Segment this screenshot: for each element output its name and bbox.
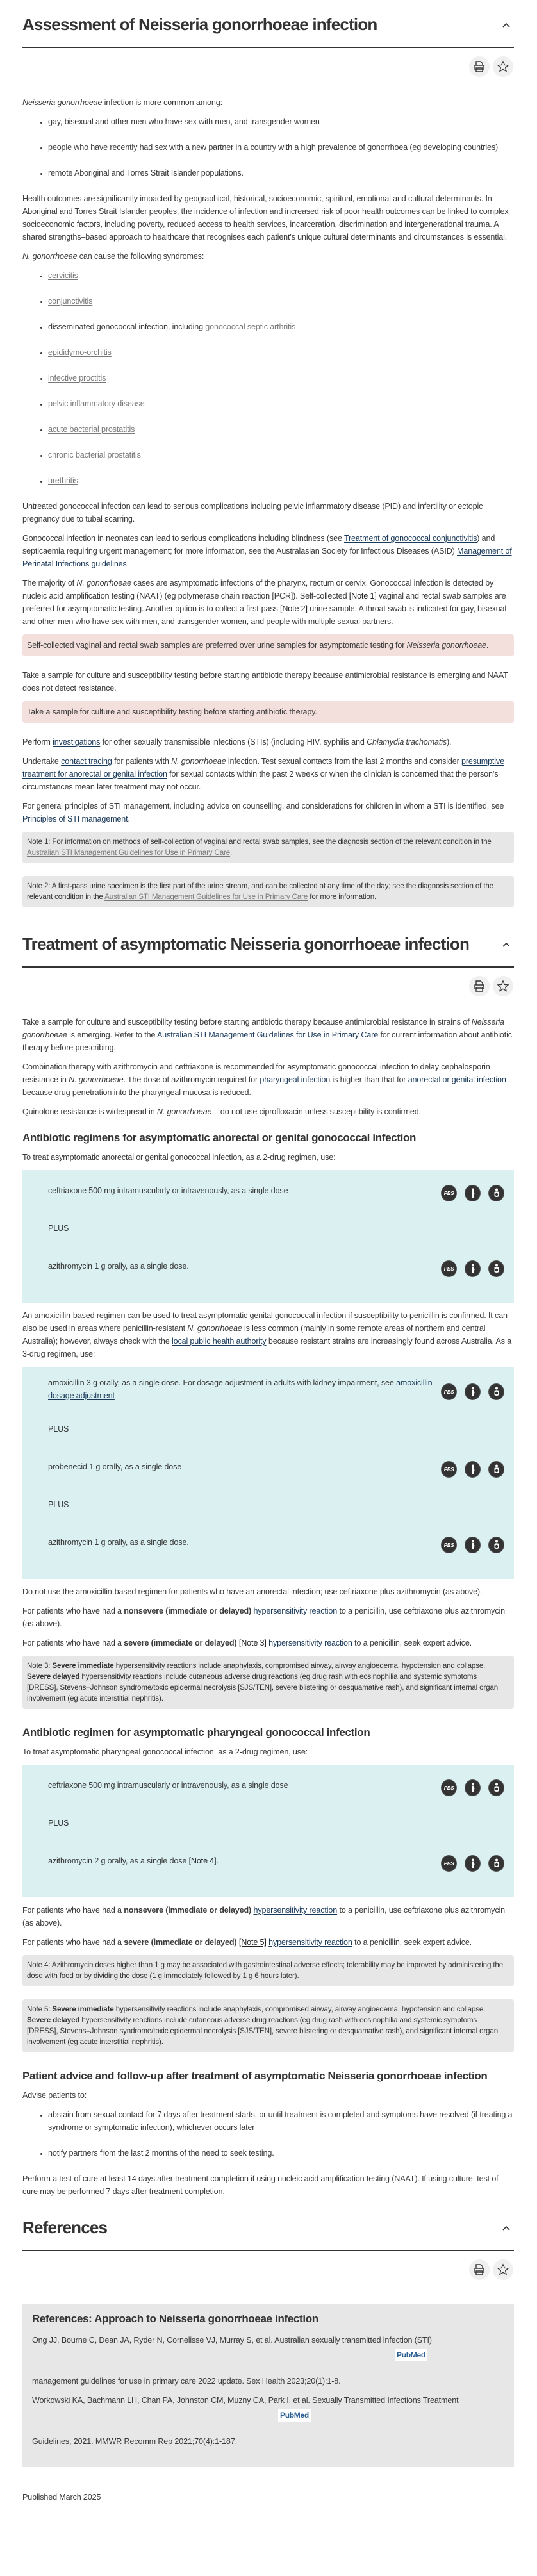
list-item [48,474,514,487]
link[interactable]: hypersensitivity reaction [253,1606,338,1615]
link[interactable]: Australian STI Management Guidelines for Use in Primary Care [156,1030,379,1039]
text: Perform [22,738,53,747]
breastfeeding-icon[interactable] [488,1383,504,1400]
paragraph [22,577,514,628]
published-date: Published March 2025 [22,2493,101,2502]
italic-text: N. gonorrhoeae [76,579,131,588]
italic-text: Neisseria gonorrhoeae [22,1018,504,1039]
list-item [48,2147,514,2159]
pbs-icon[interactable]: PBS [441,1185,457,1201]
section-assessment [22,15,514,907]
text: Take a sample for culture and susceptibility testing before starting antibiotic therapy. [27,707,317,716]
text: For general principles of STI management, including advice on counselling, and considerations for children in whom a STI is identified, see [22,802,504,811]
pregnancy-icon[interactable] [465,1855,481,1872]
list-item [48,269,514,282]
link[interactable]: Principles of STI management [22,814,128,823]
text: to a penicillin, use ceftriaxone plus azithromycin (as above). [22,1606,505,1628]
pregnancy-icon[interactable] [465,1461,481,1478]
drug-row [48,1850,504,1892]
text: for patients with [112,757,172,766]
paragraph [22,2089,514,2102]
drug-icons [441,1255,504,1277]
bullet-list [22,269,514,487]
italic-text: N. gonorrhoeae [156,1107,212,1116]
footnote [22,832,514,863]
link[interactable]: investigations [53,738,101,747]
text: . [78,476,81,485]
text: Note 1: For information on methods of self-collection of vaginal and rectal swab samples, see the diagnosis section of the relevant condition in the [27,838,492,846]
bullet-list [22,2108,514,2159]
link[interactable]: amoxicillin dosage adjustment [48,1378,433,1400]
text: . [126,559,129,568]
section-header [22,2218,514,2251]
pregnancy-icon[interactable] [465,1260,481,1277]
section-body [22,96,514,907]
link[interactable]: presumptive treatment for anorectal or genital infection [22,757,504,779]
list-item [48,167,514,179]
text: hypersensitivity reactions include anaphylaxis, compromised airway, airway angioedema, hypotension and collapse. [113,2005,486,2013]
plus-label [48,1423,69,1435]
bold-text: nonsevere (immediate or delayed) [124,1906,252,1915]
pubmed-link[interactable]: PubMed [395,2349,427,2361]
link[interactable]: Management of Perinatal Infections guidelines [22,547,512,568]
drug-text [48,1536,189,1549]
list-item [48,397,514,410]
text: Untreated gonococcal infection can lead to serious complications including pelvic inflammatory disease (PID) and infertility or ectopic pregnancy due to tubal scarring. [22,502,483,524]
text: An amoxicillin-based regimen can be used to treat asymptomatic genital gonococcal infection if susceptibility to penicillin is confirmed. It can also be used in areas where penicillin-resistant [22,1311,508,1333]
bookmark-button[interactable] [493,976,513,996]
paragraph [22,736,514,748]
section-references [22,2218,514,2504]
plus-label [48,1498,69,1511]
bold-text: Severe delayed [27,2016,80,2024]
plus-row [48,1423,504,1456]
footnote [22,1955,514,1986]
reference-text: management guidelines for use in primary care 2022 update. Sex Health 2023;20(1):1-8. [32,2377,341,2386]
paragraph [22,1061,514,1099]
subheading: Patient advice and follow-up after treatment of asymptomatic Neisseria gonorrhoeae infection [22,2070,488,2082]
note-link[interactable]: [Note 4] [188,1856,217,1865]
section-treatment [22,934,514,2198]
reference-entry [32,2334,504,2388]
text: Self-collected vaginal and rectal swab samples are preferred over urine samples for asymptomatic testing for [27,641,407,650]
text: hypersensitivity reactions include anaphylaxis, compromised airway, airway angioedema, hypotension and collapse. [113,1662,486,1670]
plus-label [48,1222,69,1235]
list-item [48,320,514,333]
bold-text: Severe immediate [52,1662,114,1670]
section-toolbar [22,2259,514,2280]
note-link[interactable]: [Note 1] [349,591,377,600]
drug-row [48,1456,504,1498]
link[interactable]: hypersensitivity reaction [268,1938,352,1947]
note-link[interactable]: [Note 2] [279,604,308,613]
star-icon [497,2263,509,2276]
breastfeeding-icon[interactable] [488,1779,504,1796]
italic-text: N. gonorrhoeae [187,1324,242,1333]
pbs-icon[interactable]: PBS [441,1260,457,1277]
text: ceftriaxone 500 mg intramuscularly or intravenously, as a single dose [48,1186,288,1195]
italic-text: N. gonorrhoeae [171,757,226,766]
footnote [22,1999,514,2052]
plus-row [48,1498,504,1532]
link[interactable]: Treatment of gonococcal conjunctivitis [343,534,477,543]
text: Undertake [22,757,62,766]
drug-icons [441,1532,504,1553]
text: because resistant strains are increasingly found across Australia. As a 3-drug regimen, use: [22,1337,512,1358]
drug-regimen-box [22,1765,514,1897]
text: – do not use ciprofloxacin unless susceptibility is confirmed. [211,1107,421,1116]
text: for sexual contacts within the past 2 weeks or when the clinician is concerned that the person’s circumstances mean later treatment may not occur. [22,770,499,791]
text: notify partners from the last 2 months of the need to seek testing. [48,2149,274,2158]
breastfeeding-icon[interactable] [488,1260,504,1277]
drug-regimen-box [22,1170,514,1303]
italic-text: Neisseria gonorrhoeae [22,98,103,107]
text: For patients who have had a [22,1639,124,1647]
text: ceftriaxone 500 mg intramuscularly or intravenously, as a single dose [48,1781,288,1790]
text: remote Aboriginal and Torres Strait Islander populations. [48,169,244,178]
drug-text [48,1184,288,1197]
chevron-up-icon[interactable] [500,2222,513,2234]
pbs-icon[interactable]: PBS [441,1537,457,1553]
text: amoxicillin 3 g orally, as a single dose. For dosage adjustment in adults with kidney impairment, see [48,1378,397,1387]
drug-row [48,1376,504,1423]
bookmark-button[interactable] [493,56,513,77]
text: people who have recently had sex with a new partner in a country with a high prevalence of gonorrhoea (eg developing countries) [48,143,499,152]
text: is less common (mainly in some remote areas of northern and central Australia); however, always check with the [22,1324,486,1346]
list-item [48,141,514,154]
plus-row [48,1817,504,1850]
text: for other sexually transmissible infections (STIs) (including HIV, syphilis and [100,738,367,747]
chevron-up-icon[interactable] [500,938,513,951]
bold-text: Severe delayed [27,1672,80,1681]
text: For patients who have had a [22,1906,124,1915]
paragraph [22,1746,514,1758]
link[interactable]: contact tracing [61,757,112,766]
section-toolbar [22,976,514,996]
footnote [22,876,514,907]
text: Quinolone resistance is widespread in [22,1107,157,1116]
paragraph [22,755,514,793]
key-point-callout [22,701,514,723]
section-header [22,934,514,968]
list-item [48,346,514,359]
subheading: Antibiotic regimens for asymptomatic anorectal or genital gonococcal infection [22,1132,417,1144]
paragraph [22,96,514,109]
link[interactable]: cervicitis [48,271,78,280]
text: Combination therapy with azithromycin and ceftriaxone is recommended for asymptomatic gonococcal infection to delay cephalosporin resistance in [22,1062,490,1084]
list-item [48,295,514,308]
text: gay, bisexual and other men who have sex with men, and transgender women [48,117,320,126]
paragraph [22,2172,514,2198]
pregnancy-icon[interactable] [465,1185,481,1201]
pubmed-link[interactable]: PubMed [278,2409,311,2422]
link[interactable]: epididymo-orchitis [48,348,112,357]
references-box [22,2304,514,2467]
text: urine sample. A throat swab is indicated for gay, bisexual and other men who have sex with men, and transgender women, and people with multiple sexual partners. [22,604,507,626]
paragraph [22,1016,514,1054]
text: Note 4: Azithromycin doses higher than 1 g may be associated with gastrointestinal adverse effects; tolerability may be improved by administering the dose with food or by dividing the dose (1 g immediately followed by 1 g 6 hours later). [27,1961,504,1980]
subheading: Antibiotic regimen for asymptomatic pharyngeal gonococcal infection [22,1726,370,1738]
bold-text: Severe immediate [52,2005,114,2013]
text: The majority of [22,579,77,588]
bold-text: severe (immediate or delayed) [124,1938,237,1947]
text: to a penicillin, seek expert advice. [352,1938,472,1947]
link[interactable]: hypersensitivity reaction [253,1906,338,1915]
paragraph [22,250,514,263]
drug-text [48,1854,219,1867]
breastfeeding-icon[interactable] [488,1537,504,1553]
footnote [22,1656,514,1709]
text: PLUS [48,1819,69,1828]
text: . [216,1856,219,1865]
text: azithromycin 2 g orally, as a single dose [48,1856,189,1865]
text: PLUS [48,1224,69,1233]
text: Health outcomes are significantly impacted by geographical, historical, socioeconomic, spiritual, emotional and cultural determinants. In Aboriginal and Torres Strait Islander peoples, the incidence of infection and increased risk of poor health outcomes can be linked to complex socioeconomic factors, including poverty, reduced access to health services, incarceration, discrimination and intergenerational trauma. A shared strengths–based approach to healthcare that recognises each patient's unique cultural determinants and circumstances is essential. [22,194,509,242]
paragraph [22,1936,514,1949]
paragraph [22,1151,514,1164]
text: Gonococcal infection in neonates can lead to serious complications including blindness (see [22,534,344,543]
text: ). [447,738,452,747]
text: Advise patients to: [22,2091,87,2100]
pbs-icon[interactable]: PBS [441,1779,457,1796]
section-title: Assessment of Neisseria gonorrhoeae infection [22,15,377,34]
text: Note 3: [27,1662,53,1670]
text: to a penicillin, use ceftriaxone plus azithromycin (as above). [22,1906,505,1928]
paragraph [22,1904,514,1929]
link[interactable]: pharyngeal infection [260,1075,331,1084]
drug-row [48,1532,504,1574]
plus-row [48,1222,504,1255]
list-item [48,115,514,128]
text: cases are asymptomatic infections of the pharynx, rectum or cervix. Gonococcal infection is detected by nucleic acid amplification testing (NAAT) (eg polymerase chain reaction [PCR]). Self-collected [22,579,494,600]
text: To treat asymptomatic anorectal or genital gonococcal infection, as a 2-drug regimen, use: [22,1153,336,1162]
drug-icons [441,1378,504,1400]
link[interactable]: local public health authority [171,1337,267,1346]
text: . The dose of azithromycin required for [123,1075,260,1084]
text: . [486,641,489,650]
drug-icons [441,1456,504,1478]
text: azithromycin 1 g orally, as a single dose. [48,1262,189,1271]
section-header [22,15,514,48]
plus-label [48,1817,69,1829]
reference-text: Workowski KA, Bachmann LH, Chan PA, Johnston CM, Muzny CA, Park I, et al. Sexually Transmitted Infections Treatment [32,2396,459,2405]
text: For patients who have had a [22,1606,124,1615]
text: Do not use the amoxicillin-based regimen for patients who have an anorectal infection; use ceftriaxone plus azithromycin (as above). [22,1587,483,1596]
paragraph [22,532,514,570]
pregnancy-icon[interactable] [465,1537,481,1553]
italic-text: N. gonorrhoeae [22,252,78,261]
reference-text: Guidelines, 2021. MMWR Recomm Rep 2021;70(4):1-187. [32,2437,237,2446]
link[interactable]: urethritis [48,476,78,485]
drug-text [48,1376,439,1402]
text: azithromycin 1 g orally, as a single dose. [48,1538,189,1547]
key-point-callout [22,634,514,656]
bold-text: severe (immediate or delayed) [124,1639,237,1647]
text: To treat asymptomatic pharyngeal gonococcal infection, as a 2-drug regimen, use: [22,1747,308,1756]
note-link[interactable]: [Note 3] [238,1639,267,1647]
text: because drug penetration into the pharyngeal mucosa is reduced. [22,1088,251,1097]
text: Perform a test of cure at least 14 days after treatment completion if using nucleic acid amplification testing (NAAT). If using culture, test of cure may be performed 7 days after treatment completion. [22,2174,499,2196]
list-item [48,2108,514,2134]
pbs-icon[interactable]: PBS [441,1855,457,1872]
text: . [128,814,130,823]
text: probenecid 1 g orally, as a single dose [48,1462,182,1471]
text: ) and septicaemia requiring urgent management; for more information, see the Australasian Society for Infectious Diseases (ASID) [22,534,495,556]
text: is higher than that for [330,1075,408,1084]
text: is emerging. Refer to the [67,1030,157,1039]
note-link[interactable]: [Note 5] [238,1938,267,1947]
text: for more information. [308,893,377,901]
text: Take a sample for culture and susceptibility testing before starting antibiotic therapy because antimicrobial resistance is emerging and NAAT does not detect resistance. [22,671,508,693]
drug-row [48,1255,504,1298]
paragraph [22,669,514,695]
breastfeeding-icon[interactable] [488,1855,504,1872]
link[interactable]: Australian STI Management Guidelines for Use in Primary Care [104,893,308,901]
link[interactable]: Australian STI Management Guidelines for Use in Primary Care [27,848,231,857]
drug-text [48,1779,288,1792]
italic-text: N. gonorrhoeae [69,1075,124,1084]
text: disseminated gonococcal infection, including [48,322,206,331]
pbs-icon[interactable]: PBS [441,1383,457,1400]
text: infection is more common among: [102,98,222,107]
paragraph [22,1605,514,1630]
paragraph [22,500,514,525]
breastfeeding-icon[interactable] [488,1185,504,1201]
bold-text: nonsevere (immediate or delayed) [124,1606,252,1615]
text: Note 2: A first-pass urine specimen is the first part of the urine stream, and can be collected at any time of the day; see the diagnosis section of the relevant condition in the [27,882,493,901]
link[interactable]: pelvic inflammatory disease [48,399,145,408]
breastfeeding-icon[interactable] [488,1461,504,1478]
drug-row [48,1774,504,1817]
reference-entry [32,2394,504,2448]
drug-icons [441,1180,504,1201]
text: PLUS [48,1424,69,1433]
link[interactable]: conjunctivitis [48,297,93,306]
drug-icons [441,1774,504,1796]
section-title: References [22,2218,108,2237]
star-icon [497,60,509,73]
text: for current information about antibiotic therapy before prescribing. [22,1030,512,1052]
text: hypersensitivity reactions include cutaneous adverse drug reactions (eg drug rash with eosinophilia and systemic symptoms [DRESS], Stevens–Johnson syndrome/toxic epidermal necrolysis [SJS/TEN], severe blistering or desquamative rash), and significant internal organ involvement (eg acute interstitial nephritis). [27,2016,499,2046]
paragraph [22,800,514,825]
text: infection. Test sexual contacts from the last 2 months and consider [226,757,461,766]
link[interactable]: gonococcal septic arthritis [205,322,296,331]
text: . [230,848,233,857]
text: Note 5: [27,2005,53,2013]
paragraph [22,1637,514,1649]
text: hypersensitivity reactions include cutaneous adverse drug reactions (eg drug rash with eosinophilia and systemic symptoms [DRESS], Stevens–Johnson syndrome/toxic epidermal necrolysis [SJS/TEN], severe blistering or desquamative rash), and significant internal organ involvement (eg acute interstitial nephritis). [27,1672,499,1703]
references-title: References: Approach to Neisseria gonorrhoeae infection [32,2313,318,2325]
drug-text [48,1260,189,1273]
print-button[interactable] [469,2259,490,2280]
list-item [48,449,514,461]
pbs-icon[interactable]: PBS [441,1461,457,1478]
print-icon [474,60,485,73]
bullet-list [22,115,514,179]
reference-text: Ong JJ, Bourne C, Dean JA, Ryder N, Cornelisse VJ, Murray S, et al. Australian sexually transmitted infection (STI) [32,2336,432,2345]
print-button[interactable] [469,976,490,996]
list-item [48,423,514,436]
drug-text [48,1460,181,1473]
text: PLUS [48,1500,69,1509]
drug-regimen-box [22,1367,514,1579]
text: Take a sample for culture and susceptibility testing before starting antibiotic therapy because antimicrobial resistance in strains of [22,1018,472,1027]
italic-text: Chlamydia trachomatis [367,738,447,747]
italic-text: Neisseria gonorrhoeae [406,641,486,650]
paragraph [22,1309,514,1360]
section-body [22,1016,514,2198]
link[interactable]: infective proctitis [48,374,106,383]
text: abstain from sexual contact for 7 days after treatment starts, or until treatment is completed and symptoms have resolved (if treating a syndrome or symptomatic infection), whichever occurs later [48,2110,513,2132]
link[interactable]: chronic bacterial prostatitis [48,450,141,459]
print-icon [474,2263,485,2276]
list-item [48,372,514,384]
text: can cause the following syndromes: [77,252,204,261]
pregnancy-icon[interactable] [465,1383,481,1400]
section-toolbar [22,56,514,77]
star-icon [497,980,509,993]
link[interactable]: anorectal or genital infection [408,1075,506,1084]
chevron-up-icon[interactable] [500,19,513,31]
text: to a penicillin, seek expert advice. [352,1639,472,1647]
paragraph [22,1585,514,1598]
paragraph [22,1105,514,1118]
link[interactable]: hypersensitivity reaction [268,1639,352,1647]
print-button[interactable] [469,56,490,77]
drug-row [48,1180,504,1222]
drug-icons [441,1850,504,1872]
text: vaginal and rectal swab samples are preferred for asymptomatic testing. Another option is to collect a first-pass [22,591,506,613]
section-title: Treatment of asymptomatic Neisseria gonorrhoeae infection [22,934,470,954]
print-icon [474,980,485,993]
paragraph [22,192,514,244]
link[interactable]: acute bacterial prostatitis [48,425,135,434]
bookmark-button[interactable] [493,2259,513,2280]
pregnancy-icon[interactable] [465,1779,481,1796]
text: For patients who have had a [22,1938,124,1947]
